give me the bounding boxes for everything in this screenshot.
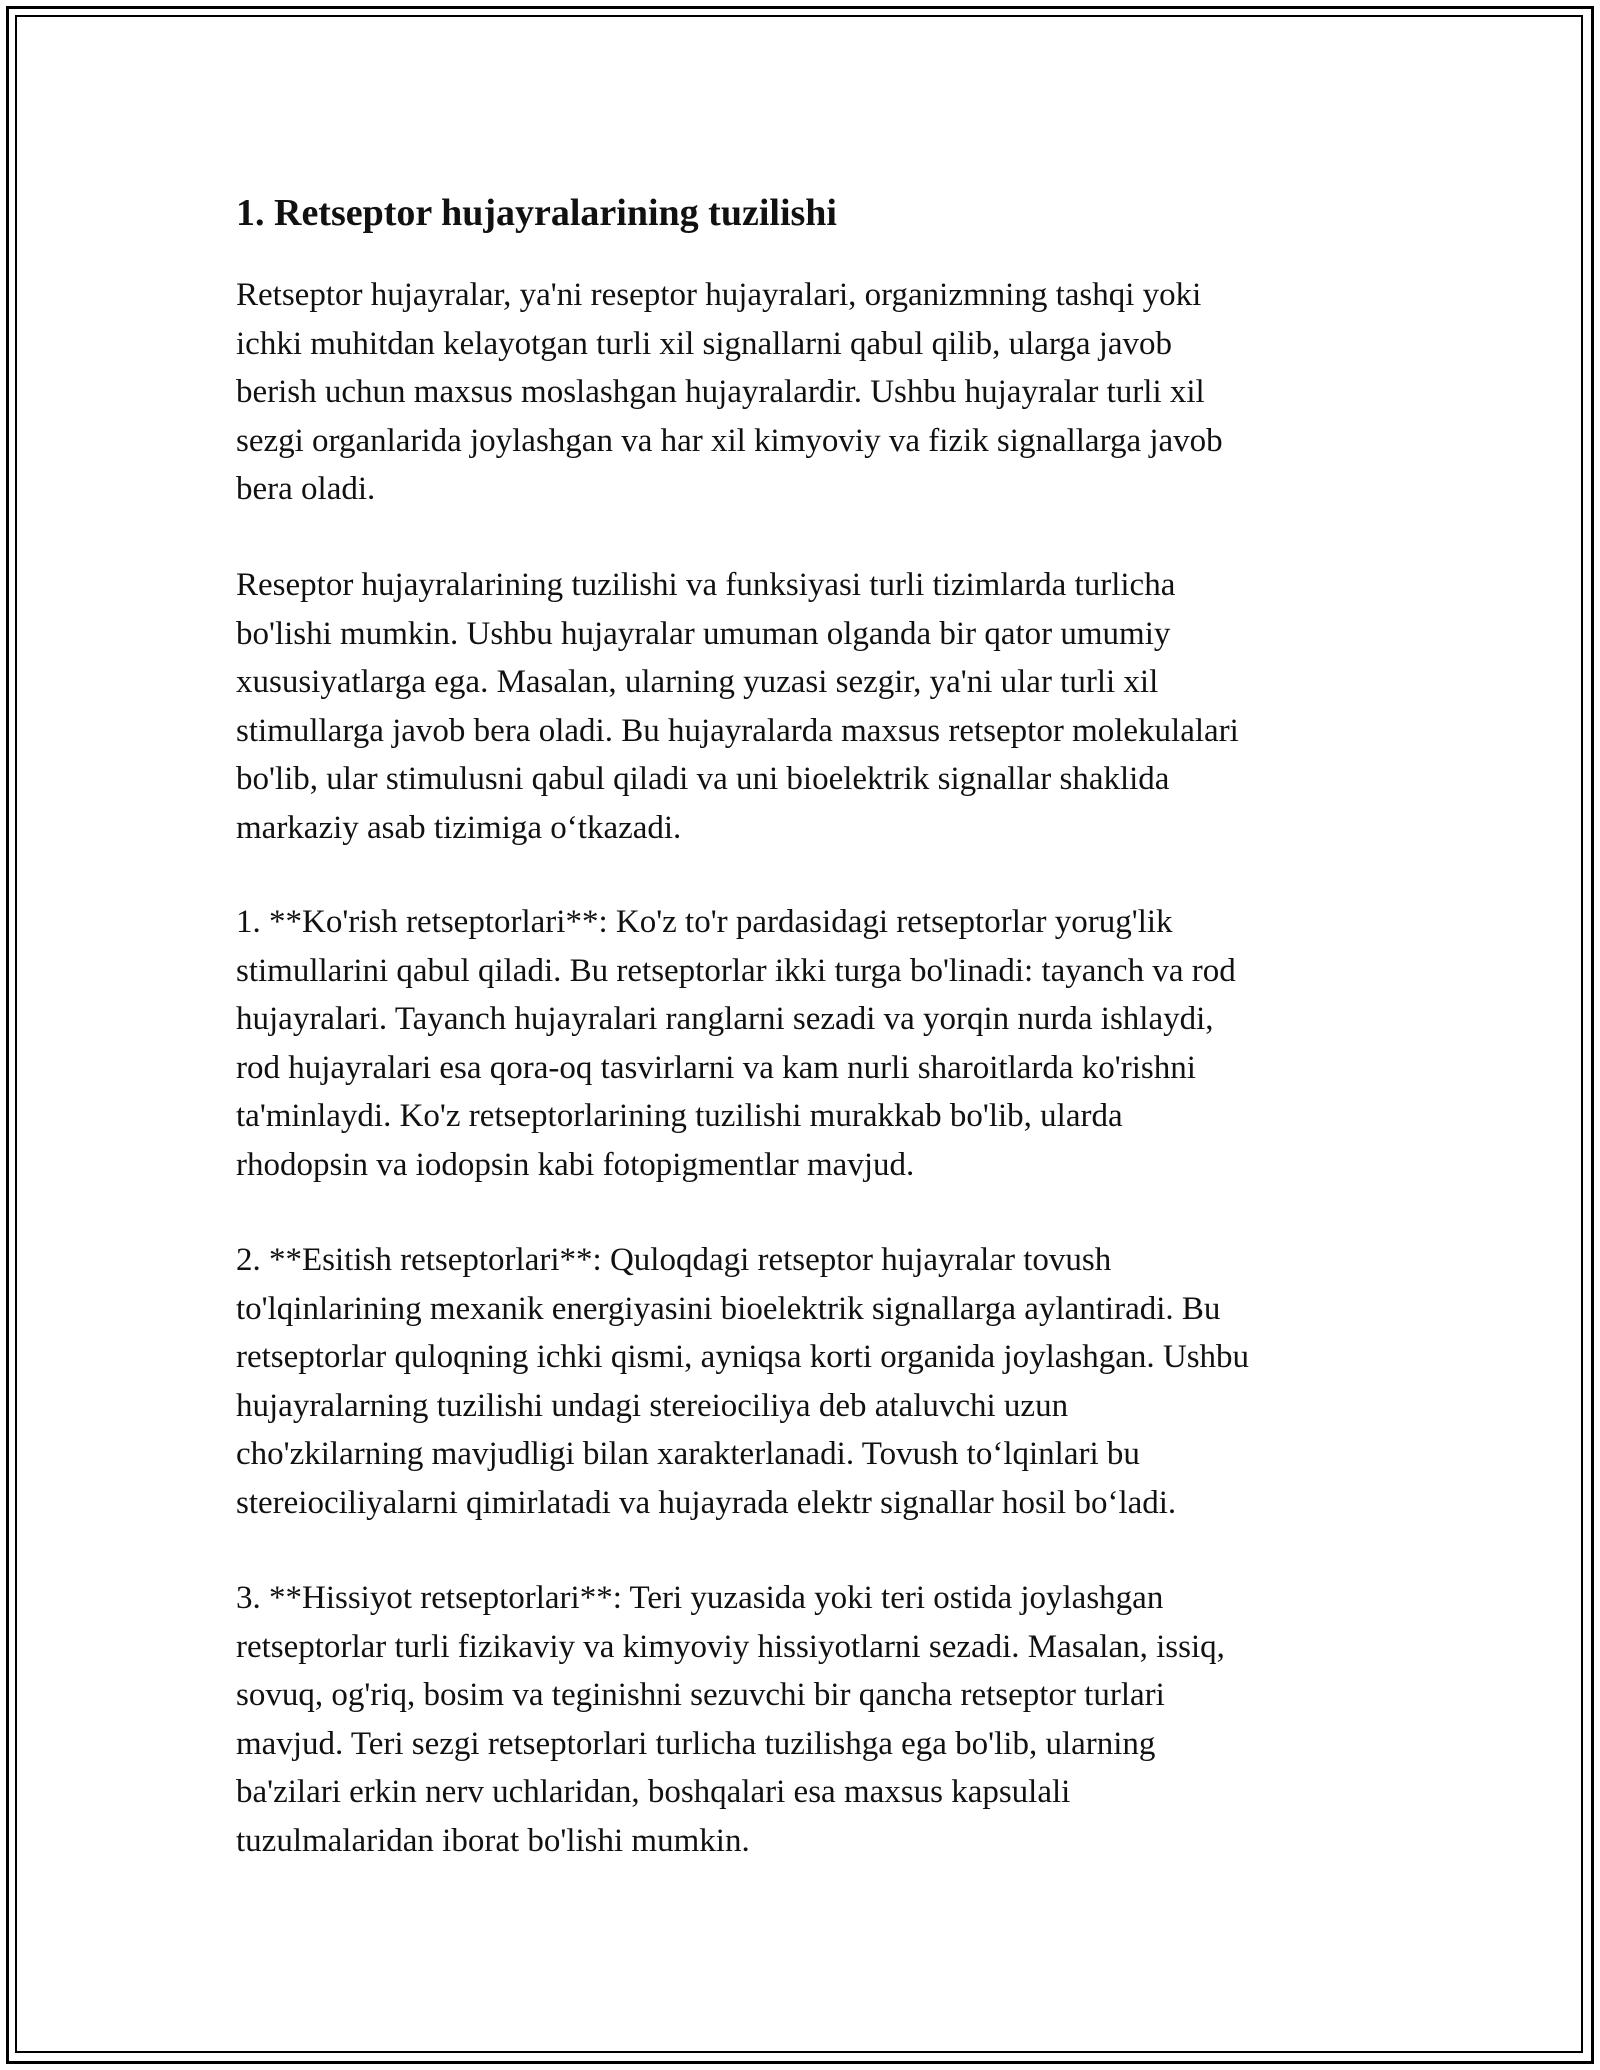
section-title: 1. Retseptor hujayralarining tuzilishi (236, 192, 837, 234)
text-line: Retseptor hujayralar, ya'ni reseptor hujayralari, organizmning tashqi yoki (236, 277, 1202, 313)
text-line: hujayralari. Tayanch hujayralari ranglarni sezadi va yorqin nurda ishlaydi, (236, 1001, 1214, 1037)
paragraph-intro (236, 271, 1223, 514)
paragraph-hearing (236, 1236, 1249, 1527)
text-line: rhodopsin va iodopsin kabi fotopigmentlar mavjud. (236, 1146, 915, 1183)
paragraph-vision (236, 898, 1236, 1189)
text-line: stereiociliyalarni qimirlatadi va hujayrada elektr signallar hosil bo‘ladi. (236, 1484, 1177, 1521)
paragraph-structure (236, 561, 1239, 852)
text-line: tuzulmalaridan iborat bo'lishi mumkin. (236, 1822, 750, 1859)
text-line: stimullarini qabul qiladi. Bu retseptorlar ikki turga bo'linadi: tayanch va rod (236, 952, 1236, 989)
text-line: rod hujayralari esa qora-oq tasvirlarni va kam nurli sharoitlarda ko'rishni (236, 1049, 1196, 1086)
text-line: mavjud. Teri sezgi retseptorlari turlicha tuzilishga ega bo'lib, ularning (236, 1725, 1156, 1762)
text-line: bo'lishi mumkin. Ushbu hujayralar umuman olganda bir qator umumiy (236, 615, 1171, 652)
text-line: ichki muhitdan kelayotgan turli xil signallarni qabul qilib, ularga javob (236, 325, 1173, 362)
text-line: 1. **Ko'rish retseptorlari**: Ko'z to'r pardasidagi retseptorlar yorug'lik (236, 904, 1173, 940)
text-line: bera oladi. (236, 471, 376, 507)
text-line: sovuq, og'riq, bosim va teginishni sezuvchi bir qancha retseptor turlari (236, 1677, 1165, 1713)
text-line: sezgi organlarida joylashgan va har xil kimyoviy va fizik signallarga javob (236, 422, 1223, 459)
text-line: xususiyatlarga ega. Masalan, ularning yuzasi sezgir, ya'ni ular turli xil (236, 664, 1159, 700)
paragraph-touch (236, 1574, 1225, 1865)
text-line: ba'zilari erkin nerv uchlaridan, boshqalari esa maxsus kapsulali (236, 1774, 1071, 1810)
text-line: retseptorlar quloqning ichki qismi, ayniqsa korti organida joylashgan. Ushbu (236, 1339, 1250, 1375)
text-line: 2. **Esitish retseptorlari**: Quloqdagi retseptor hujayralar tovush (236, 1242, 1112, 1278)
text-line: bo'lib, ular stimulusni qabul qiladi va uni bioelektrik signallar shaklida (236, 761, 1170, 797)
text-line: retseptorlar turli fizikaviy va kimyoviy hissiyotlarni sezadi. Masalan, issiq, (236, 1628, 1225, 1665)
text-line: cho'zkilarning mavjudligi bilan xarakterlanadi. Tovush to‘lqinlari bu (236, 1436, 1140, 1472)
text-line: 3. **Hissiyot retseptorlari**: Teri yuzasida yoki teri ostida joylashgan (236, 1580, 1164, 1616)
text-line: stimullarga javob bera oladi. Bu hujayralarda maxsus retseptor molekulalari (236, 712, 1239, 749)
text-line: hujayralarning tuzilishi undagi stereiociliya deb ataluvchi uzun (236, 1387, 1069, 1424)
text-line: ta'minlaydi. Ko'z retseptorlarining tuzilishi murakkab bo'lib, ularda (236, 1098, 1123, 1134)
text-line: berish uchun maxsus moslashgan hujayralardir. Ushbu hujayralar turli xil (236, 374, 1205, 410)
text-line: markaziy asab tizimiga o‘tkazadi. (236, 809, 682, 846)
text-line: to'lqinlarining mexanik energiyasini bioelektrik signallarga aylantiradi. Bu (236, 1290, 1221, 1327)
text-line: Reseptor hujayralarining tuzilishi va funksiyasi turli tizimlarda turlicha (236, 567, 1176, 603)
